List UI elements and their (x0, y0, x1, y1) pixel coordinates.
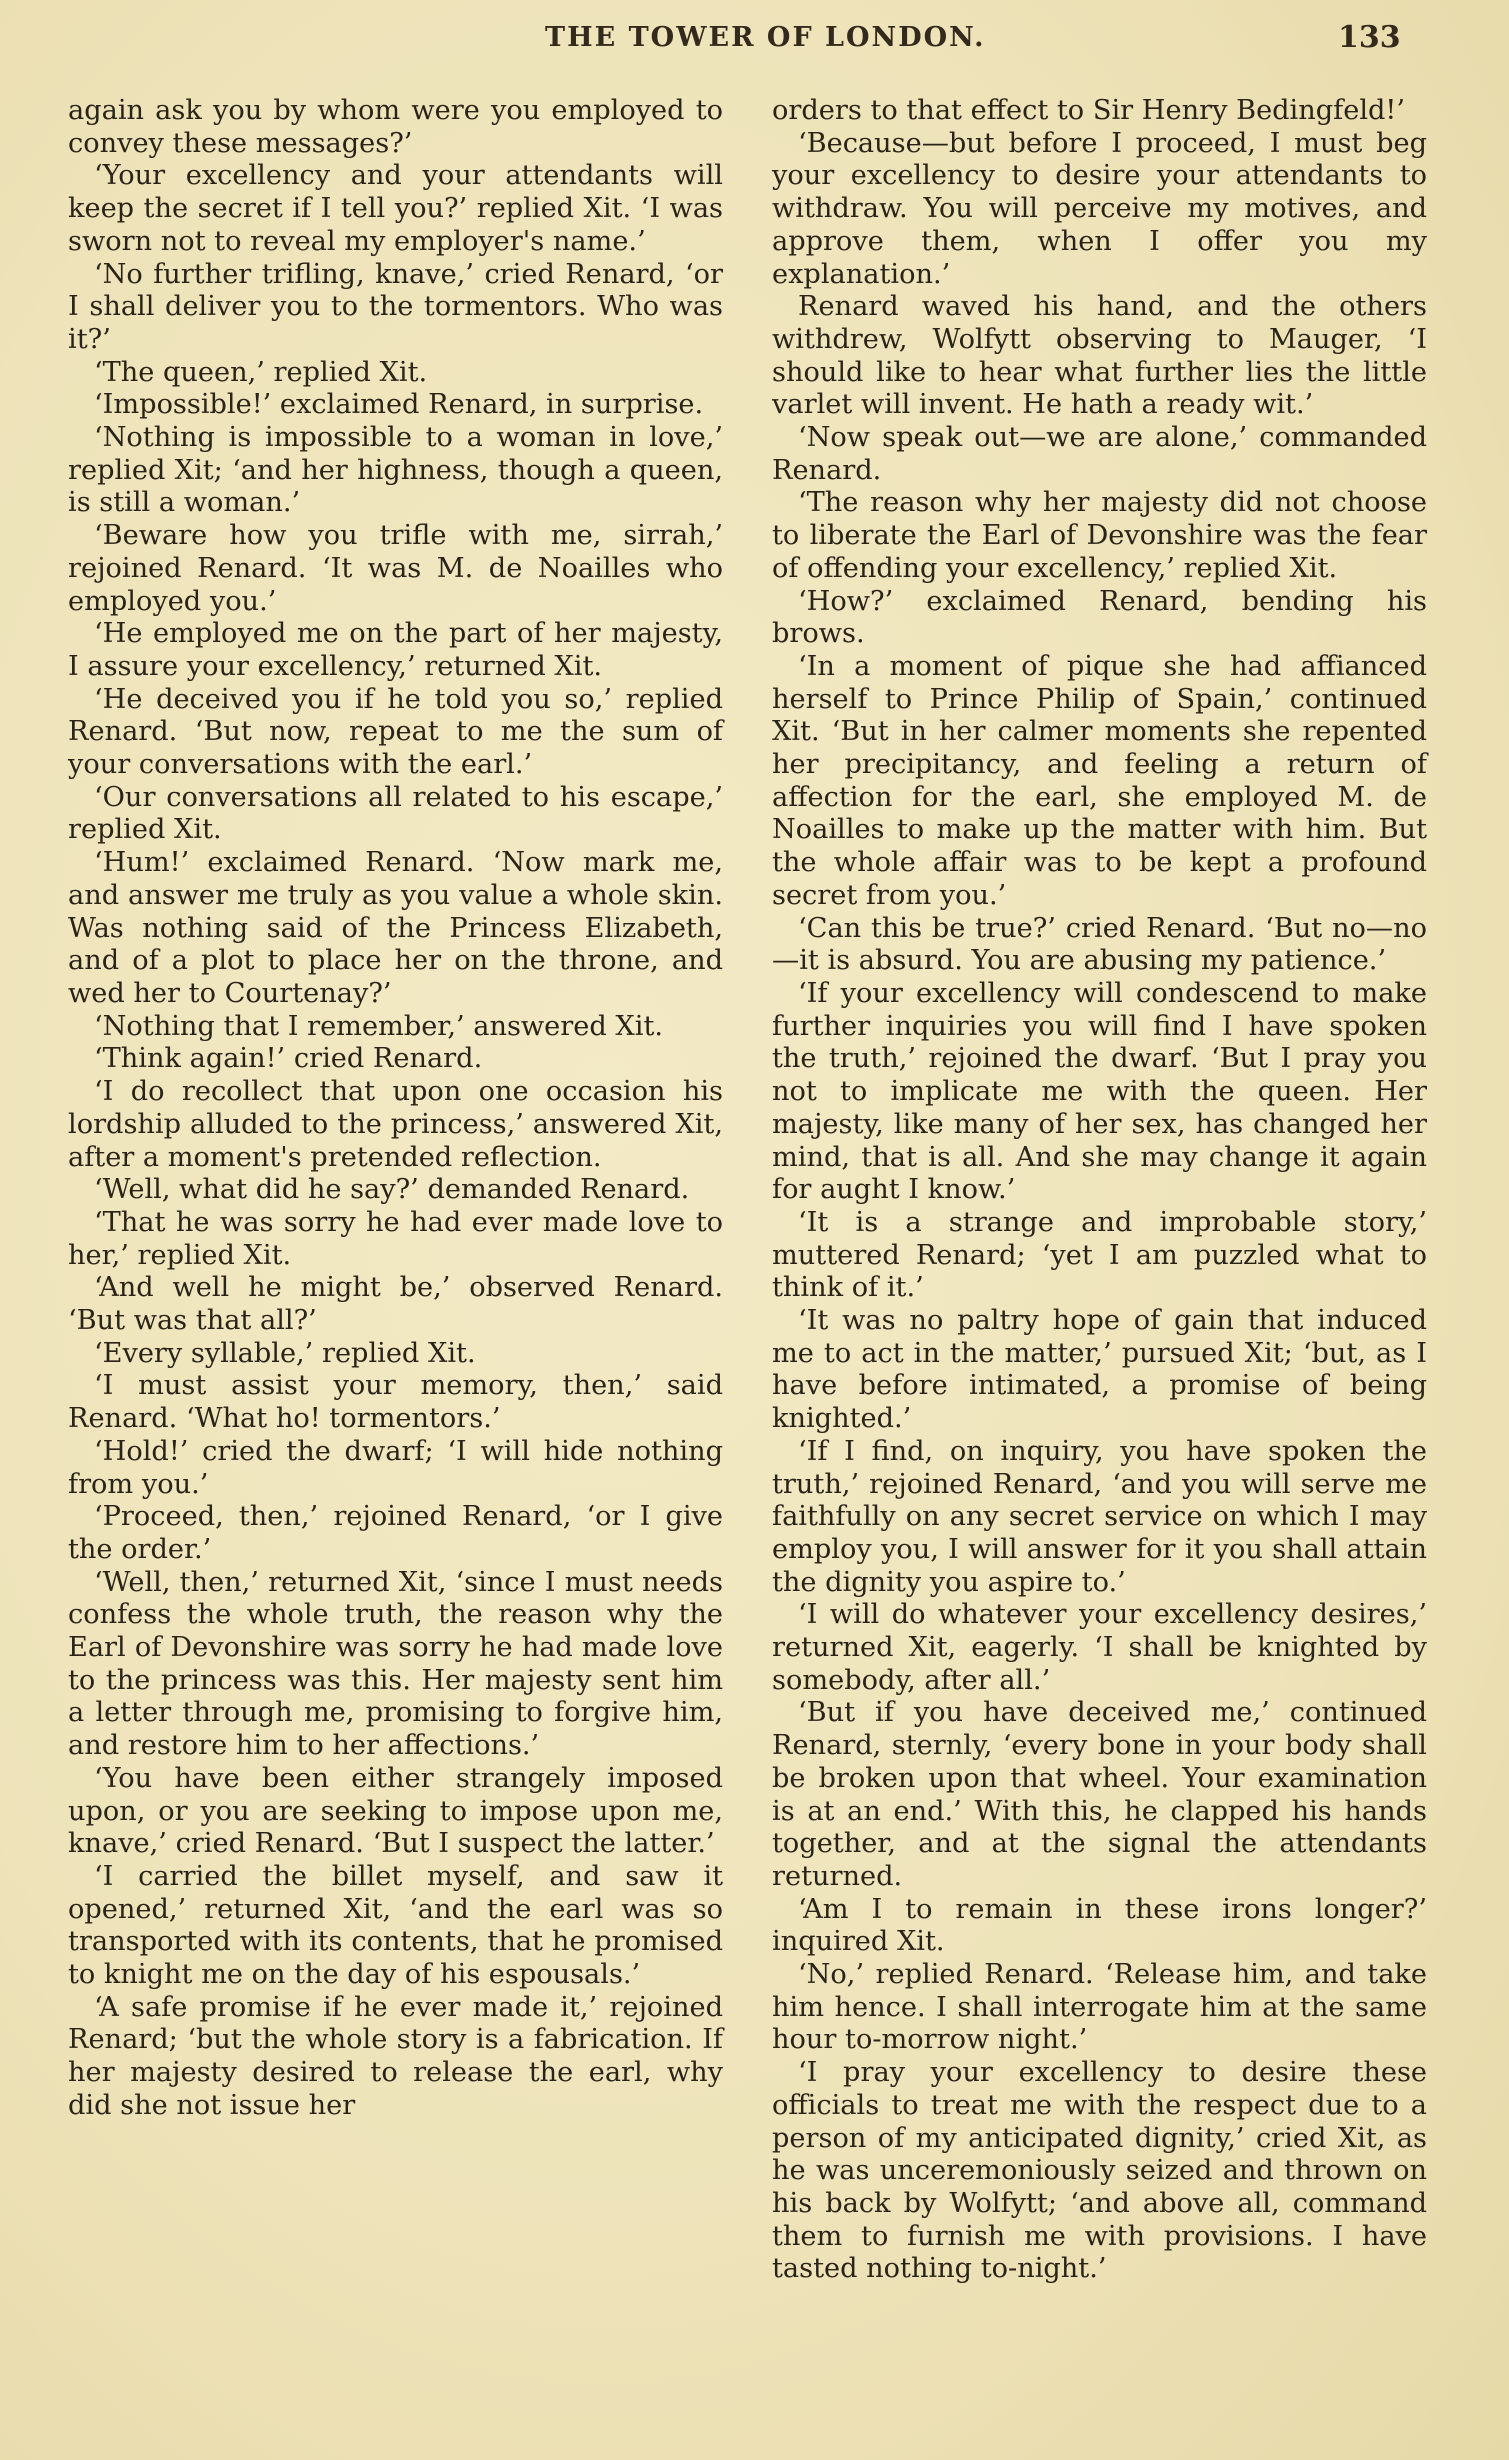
paragraph: Renard waved his hand, and the others withdrew, Wolfytt observing to Mauger, ‘I should like to hear what further lies the little varlet will invent. He hath a ready wit.’ (772, 291, 1427, 421)
paragraph: ‘The reason why her majesty did not choose to liberate the Earl of Devonshire was the fear of offending your excellency,’ replied Xit. (772, 487, 1427, 584)
paragraph: ‘The queen,’ replied Xit. (94, 356, 428, 388)
paragraph: ‘It is a strange and improbable story,’ muttered Renard; ‘yet I am puzzled what to think of it.’ (772, 1206, 1427, 1304)
paragraph: ‘Well, then,’ returned Xit, ‘since I must needs confess the whole truth, the reason why the Earl of Devonshire was sorry he had made love to the princess was this. Her majesty sent him a letter through me, promising to forgive him, and restore him to her affections.’ (68, 1566, 723, 1762)
paragraph: ‘Every syllable,’ replied Xit. (94, 1337, 476, 1369)
paragraph: ‘Can this be true?’ cried Renard. ‘But no—no—it is absurd. You are abusing my patience.’ (772, 912, 1427, 977)
paragraph: ‘No,’ replied Renard. ‘Release him, and take him hence. I shall interrogate him at the same hour to-morrow night.’ (772, 1959, 1427, 2056)
running-title: THE TOWER OF LONDON. (545, 22, 986, 53)
paragraph: ‘No further trifling, knave,’ cried Renard, ‘or I shall deliver you to the tormentors. Who was it?’ (68, 258, 723, 355)
paragraph: ‘How?’ exclaimed Renard, bending his brows. (772, 585, 1427, 650)
paragraph: ‘Impossible!’ exclaimed Renard, in surprise. (94, 389, 704, 421)
paragraph: ‘Because—but before I proceed, I must beg your excellency to desire your attendants to withdraw. You will perceive my motives, and approve them, when I offer you my explanation.’ (772, 127, 1427, 290)
left-column (68, 95, 723, 2123)
right-column (772, 95, 1427, 2286)
paragraph: ‘Well, what did he say?’ demanded Renard. (94, 1174, 690, 1206)
paragraph: ‘Our conversations all related to his escape,’ replied Xit. (68, 781, 723, 846)
paragraph: ‘A safe promise if he ever made it,’ rejoined Renard; ‘but the whole story is a fabrication. If her majesty desired to release the earl, why did she not issue her (68, 1991, 723, 2121)
paragraph: orders to that effect to Sir Henry Bedingfeld!’ (772, 95, 1405, 126)
paragraph: ‘Nothing is impossible to a woman in love,’ replied Xit; ‘and her highness, though a queen, is still a woman.’ (68, 422, 723, 519)
paragraph: ‘Proceed, then,’ rejoined Renard, ‘or I give the order.’ (68, 1501, 723, 1565)
paragraph: again ask you by whom were you employed to convey these messages?’ (68, 95, 723, 159)
paragraph: ‘I will do whatever your excellency desires,’ returned Xit, eagerly. ‘I shall be knighted by somebody, after all.’ (772, 1599, 1427, 1696)
paragraph: ‘That he was sorry he had ever made love to her,’ replied Xit. (68, 1206, 723, 1271)
paragraph: ‘If your excellency will condescend to make further inquiries you will find I have spoken the truth,’ rejoined the dwarf. ‘But I pray you not to implicate me with the queen. Her majesty, like many of her sex, has changed her mind, that is all. And she may change it again for aught I know.’ (772, 977, 1427, 1206)
paragraph: ‘Hum!’ exclaimed Renard. ‘Now mark me, and answer me truly as you value a whole skin. Was nothing said of the Princess Elizabeth, and of a plot to place her on the throne, and wed her to Courtenay?’ (68, 847, 723, 1009)
paragraph: ‘It was no paltry hope of gain that induced me to act in the matter,’ pursued Xit; ‘but, as I have before intimated, a promise of being knighted.’ (772, 1305, 1427, 1435)
paragraph: ‘I pray your excellency to desire these officials to treat me with the respect due to a person of my anticipated dignity,’ cried Xit, as he was unceremoniously seized and thrown on his back by Wolfytt; ‘and above all, command them to furnish me with provisions. I have tasted nothing to-night.’ (772, 2057, 1427, 2285)
page-number: 133 (1338, 20, 1401, 55)
paragraph: ‘But if you have deceived me,’ continued Renard, sternly, ‘every bone in your body shall be broken upon that wheel. Your examination is at an end.’ With this, he clapped his hands together, and at the signal the attendants returned. (772, 1697, 1427, 1892)
paragraph: ‘If I find, on inquiry, you have spoken the truth,’ rejoined Renard, ‘and you will serve me faithfully on any secret service on which I may employ you, I will answer for it you shall attain the dignity you aspire to.’ (772, 1435, 1427, 1598)
paragraph: ‘I carried the billet myself, and saw it opened,’ returned Xit, ‘and the earl was so transported with its contents, that he promised to knight me on the day of his espousals.’ (68, 1860, 723, 1991)
paragraph: ‘Nothing that I remember,’ answered Xit. (94, 1010, 664, 1042)
paragraph: ‘He employed me on the part of her majesty, I assure your excellency,’ returned Xit. (68, 618, 723, 682)
paragraph: ‘Think again!’ cried Renard. (94, 1043, 483, 1075)
paragraph: ‘And well he might be,’ observed Renard. ‘But was that all?’ (68, 1272, 723, 1337)
paragraph: ‘Hold!’ cried the dwarf; ‘I will hide nothing from you.’ (68, 1435, 723, 1500)
paragraph: ‘I must assist your memory, then,’ said Renard. ‘What ho! tormentors.’ (68, 1370, 723, 1435)
paragraph: ‘Now speak out—we are alone,’ commanded Renard. (772, 422, 1427, 486)
paragraph: ‘I do recollect that upon one occasion his lordship alluded to the princess,’ answered Xit, after a moment's pretended reflection. (68, 1076, 723, 1173)
paragraph: ‘In a moment of pique she had affianced herself to Prince Philip of Spain,’ continued Xit. ‘But in her calmer moments she repented her precipitancy, and feeling a return of affection for the earl, she employed M. de Noailles to make up the matter with him. But the whole affair was to be kept a profound secret from you.’ (772, 650, 1427, 911)
paragraph: ‘You have been either strangely imposed upon, or you are seeking to impose upon me, knave,’ cried Renard. ‘But I suspect the latter.’ (68, 1762, 723, 1860)
paragraph: ‘Your excellency and your attendants will keep the secret if I tell you?’ replied Xit. ‘I was sworn not to reveal my employer's name.’ (68, 160, 723, 257)
paragraph: ‘Am I to remain in these irons longer?’ inquired Xit. (772, 1893, 1427, 1958)
paragraph: ‘He deceived you if he told you so,’ replied Renard. ‘But now, repeat to me the sum of your conversations with the earl.’ (68, 683, 723, 781)
paragraph: ‘Beware how you trifle with me, sirrah,’ rejoined Renard. ‘It was M. de Noailles who employed you.’ (68, 520, 723, 617)
